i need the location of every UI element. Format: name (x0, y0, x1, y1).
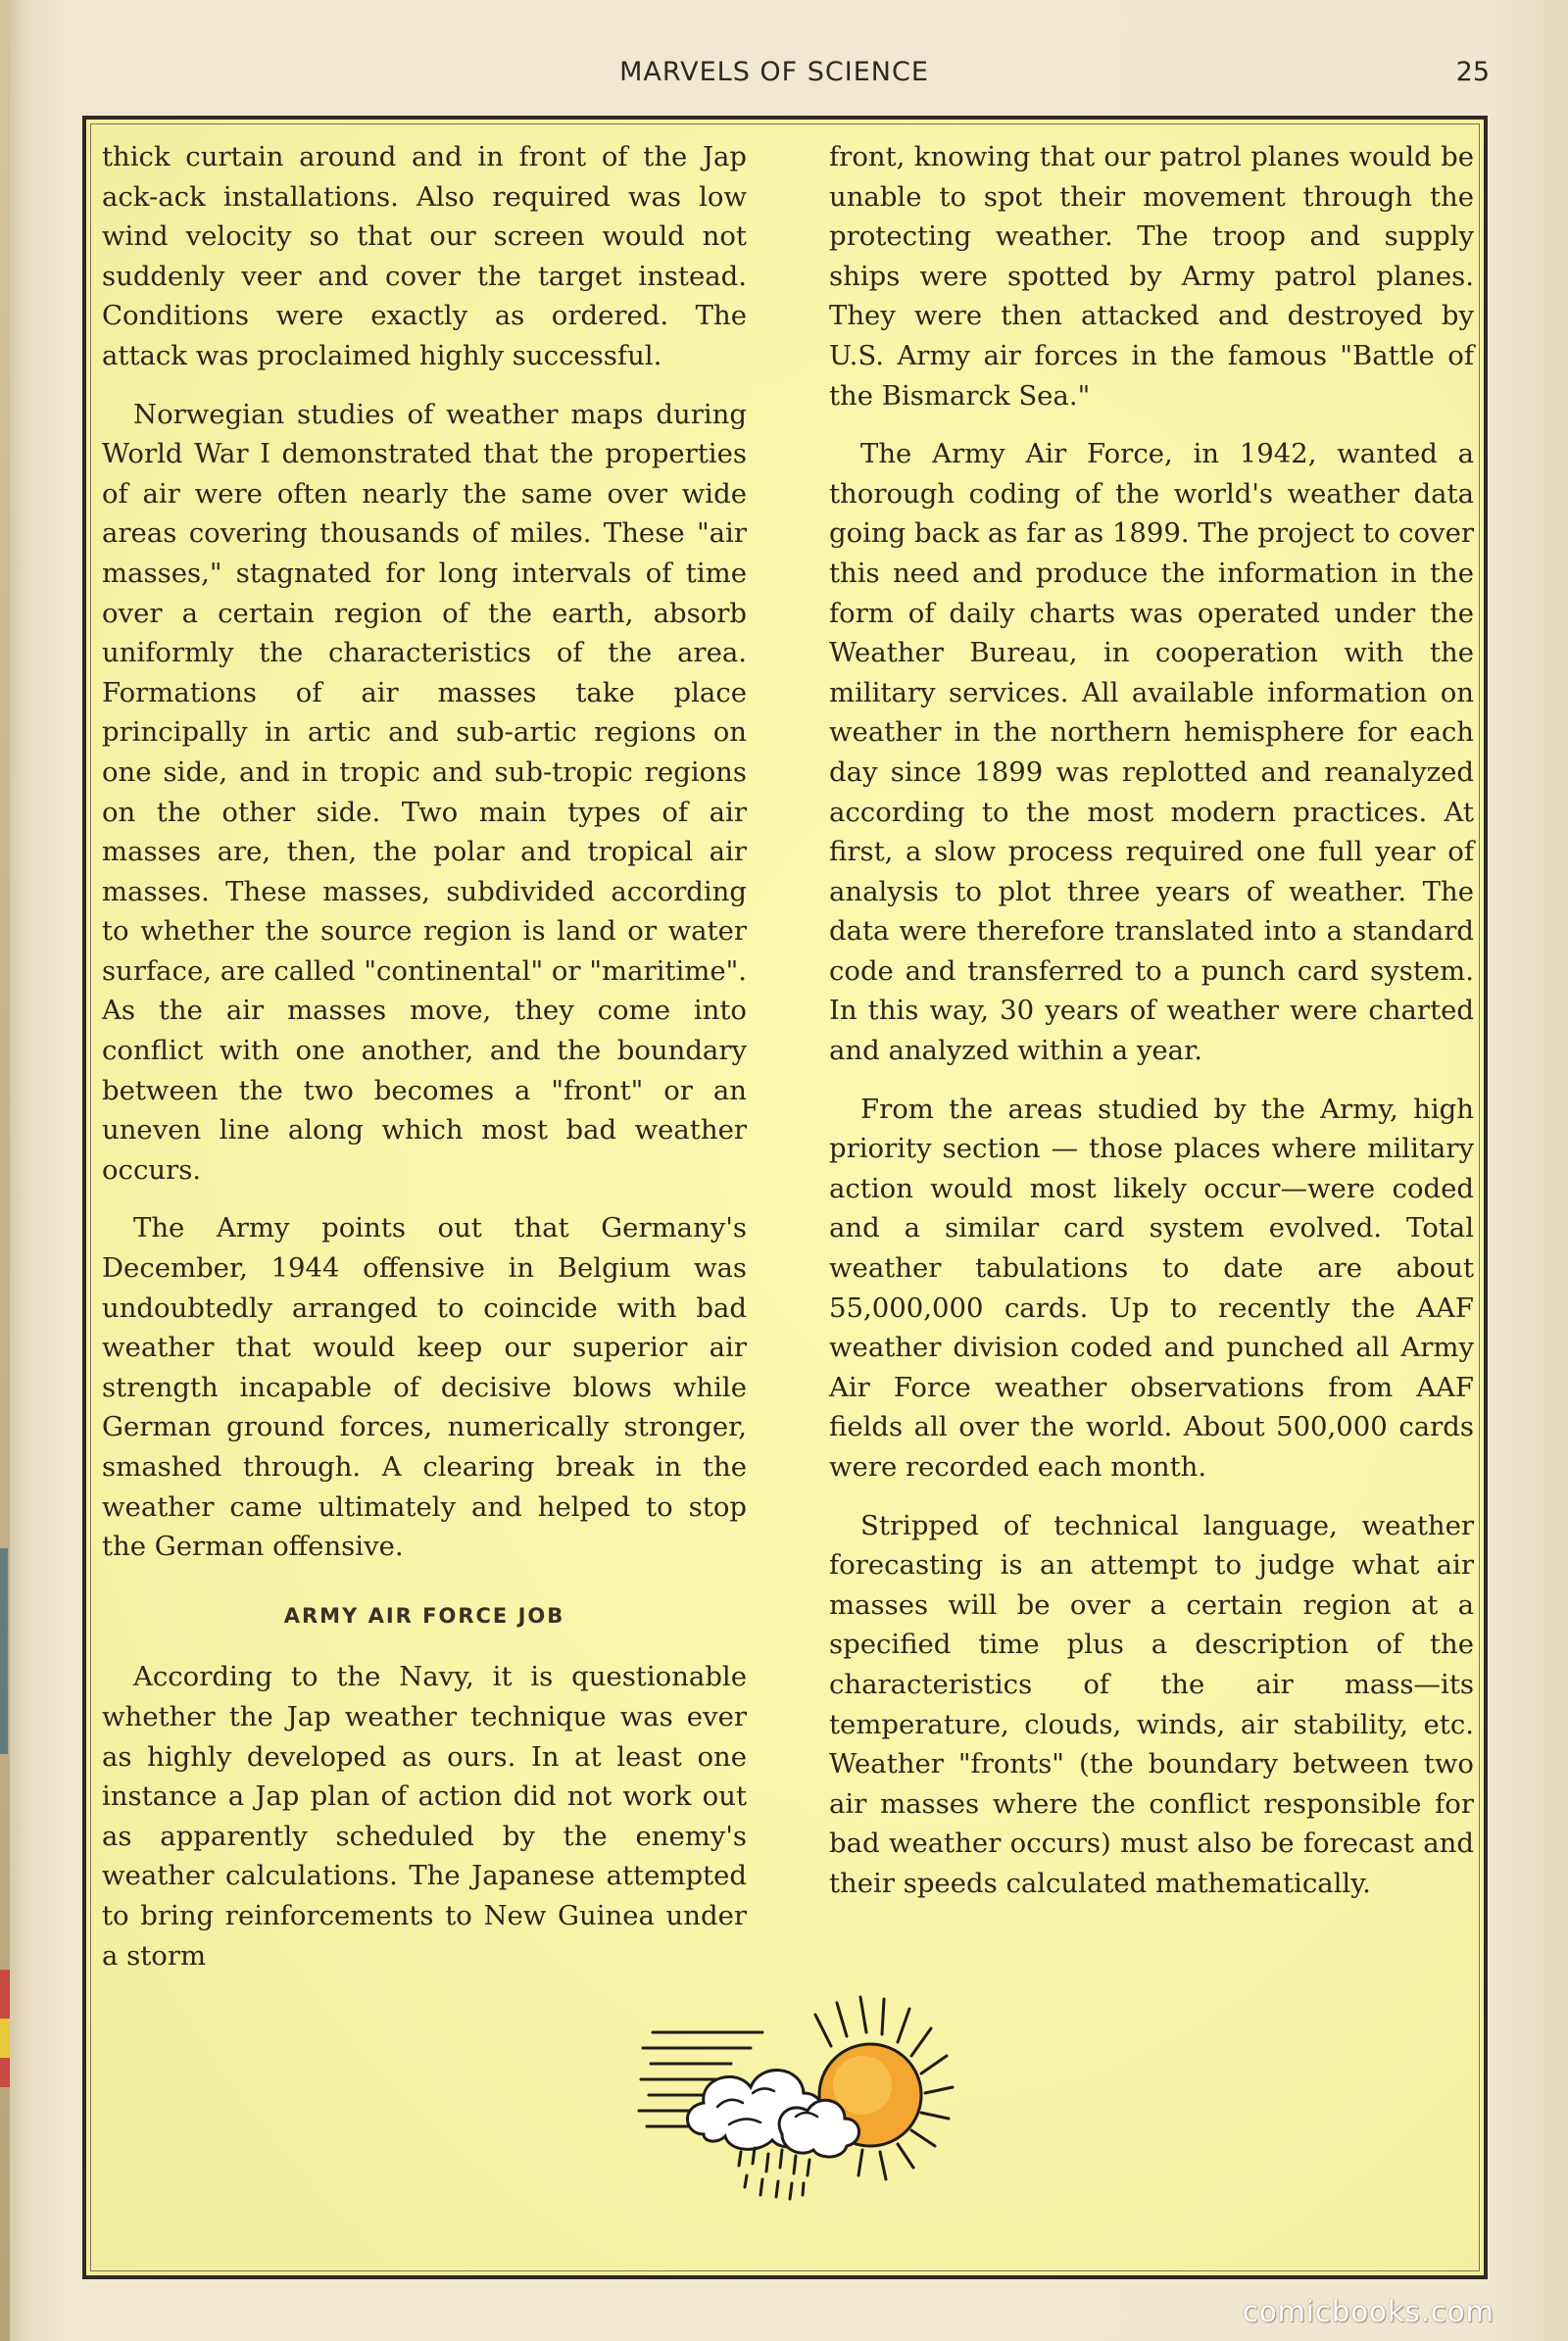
paragraph: From the areas studied by the Army, high priority section — those places where military action would most likely occur—were coded and a similar card system evolved. Total weather tabulations to date are about 55,000,000 cards. Up to recently the AAF weather division coded and punched all Army Air Force weather observations from AAF fields all over the world. About 500,000 cards were recorded each month. (829, 1093, 1474, 1483)
left-text-column (102, 137, 747, 1994)
watermark: comicbooks.com (1243, 2295, 1494, 2328)
page-number: 25 (1455, 57, 1490, 87)
paragraph: thick curtain around and in front of the Jap ack-ack installations. Also required was low wind velocity so that our screen would not suddenly veer and cover the target instead. Conditions were exactly as ordered. The attack was proclaimed highly successful. (102, 141, 747, 371)
paragraph: Stripped of technical language, weather forecasting is an attempt to judge what air masses will be over a certain region at a specified time plus a description of the characteristics of the air mass—its temperature, clouds, winds, air stability, etc. Weather "fronts" (the boundary between two air masses where the conflict responsible for bad weather occurs) must also be forecast and their speeds calculated mathematically. (829, 1509, 1474, 1899)
adjacent-page-edge-mark (0, 2019, 10, 2058)
paragraph: Norwegian studies of weather maps during World War I demonstrated that the properties of air were often nearly the same over wide areas covering thousands of miles. These "air masses," stagnated for long intervals of time over a certain region of the earth, absorb uniformly the characteristics of the area. Formations of air masses take place principally in artic and sub-artic regions on one side, and in tropic and sub-tropic regions on the other side. Two main types of air masses are, then, the polar and tropical air masses. These masses, subdivided according to whether the source region is land or water surface, are called "continental" or "maritime". As the air masses move, they come into conflict with one another, and the boundary between the two becomes a "front" or an uneven line along which most bad weather occurs. (102, 398, 747, 1186)
running-head: MARVELS OF SCIENCE (619, 57, 929, 87)
sun-cloud-rain-icon (635, 1987, 958, 2203)
adjacent-page-edge-mark (0, 1548, 8, 1754)
section-subheading: ARMY AIR FORCE JOB (283, 1603, 565, 1628)
paragraph: The Army points out that Germany's December, 1944 offensive in Belgium was undoubtedly arranged to coincide with bad weather that would keep our superior air strength incapable of decisive blows while German ground forces, numerically stronger, smashed through. A clearing break in the weather came ultimately and helped to stop the German offensive. (102, 1212, 747, 1563)
paragraph: front, knowing that our patrol planes would be unable to spot their movement through the protecting weather. The troop and supply ships were spotted by Army patrol planes. They were then attacked and destroyed by U.S. Army air forces in the famous "Battle of the Bismarck Sea." (829, 141, 1474, 412)
right-text-column (829, 137, 1474, 1923)
rain-icon (739, 2148, 809, 2199)
paragraph: The Army Air Force, in 1942, wanted a thorough coding of the world's weather data going back as far as 1899. The project to cover this need and produce the information in the form of daily charts was operated under the Weather Bureau, in cooperation with the military services. All available information on weather in the northern hemisphere for each day since 1899 was replotted and reanalyzed according to the most modern practices. At first, a slow process required one full year of analysis to plot three years of weather. The data were therefore translated into a standard code and transferred to a punch card system. In this way, 30 years of weather were charted and analyzed within a year. (829, 438, 1474, 1067)
paragraph: According to the Navy, it is questionable whether the Jap weather technique was ever as highly developed as ours. In at least one instance a Jap plan of action did not work out as apparently scheduled by the enemy's weather calculations. The Japanese attempted to bring reinforcements to New Guinea under a storm (102, 1661, 747, 1972)
